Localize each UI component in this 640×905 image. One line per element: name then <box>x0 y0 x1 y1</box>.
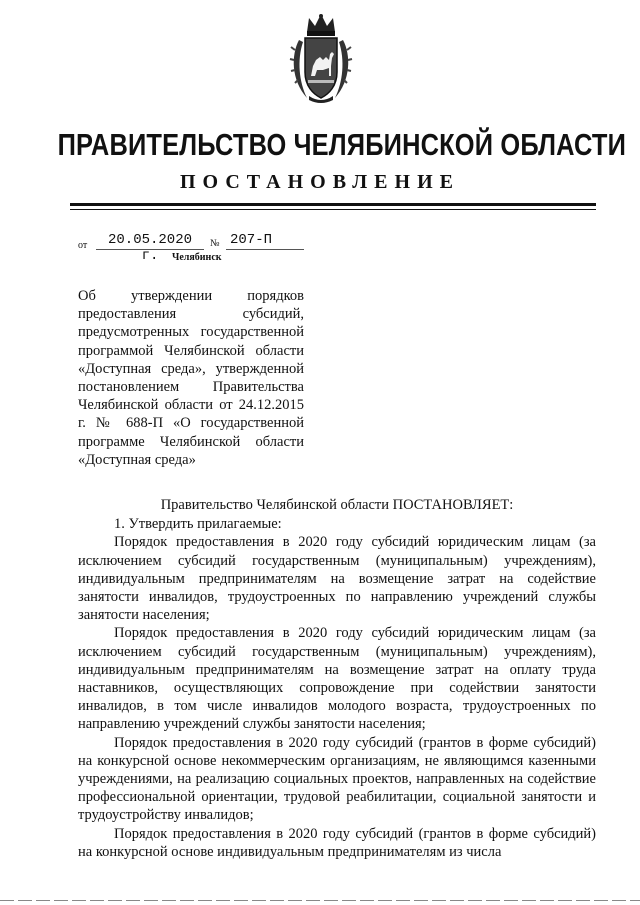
document-type-title: ПОСТАНОВЛЕНИЕ <box>180 171 460 193</box>
date-prefix: от <box>78 240 88 251</box>
paragraph: Порядок предоставления в 2020 году субсидий (грантов в форме субсидий) на конкурсной основе индивидуальным предпринимателям из числа <box>78 825 596 860</box>
document-date: 20.05.2020 г. <box>96 232 204 250</box>
preamble: Правительство Челябинской области ПОСТАНОВЛЯЕТ: <box>160 497 514 513</box>
document-subject <box>78 287 304 469</box>
document-body <box>78 496 596 861</box>
government-title: ПРАВИТЕЛЬСТВО ЧЕЛЯБИНСКОЙ ОБЛАСТИ <box>57 127 627 162</box>
paragraph: Порядок предоставления в 2020 году субсидий (грантов в форме субсидий) на конкурсной основе некоммерческим организациям, не являющимся казенными учреждениями, на реализацию социальных проектов, направленных на содействие профессиональной ориентации, трудовой реабилитации, социальной занятости и трудоустройству инвалидов; <box>78 734 596 824</box>
page-bottom-edge <box>0 900 640 901</box>
coat-of-arms-icon <box>289 10 353 106</box>
header-divider-thin <box>70 209 596 210</box>
document-city: Челябинск <box>172 252 222 263</box>
paragraph: Порядок предоставления в 2020 году субсидий юридическим лицам (за исключением субсидий государственным (муниципальным) учреждениям), индивидуальным предпринимателям на возмещение затрат на содействие занятости инвалидов, трудоустроенных по направлению учреждений службы занятости населения; <box>78 534 596 624</box>
number-sign: № <box>210 238 220 249</box>
document-number: 207-П <box>226 232 304 250</box>
paragraph: Порядок предоставления в 2020 году субсидий юридическим лицам (за исключением субсидий государственным (муниципальным) учреждениям), индивидуальным предпринимателям на возмещение затрат на оплату труда наставников, осуществляющих сопровождение при содействии занятости инвалидов, в том числе инвалидов молодого возраста, трудоустроенных по направлению учреждений службы занятости населения; <box>78 625 596 733</box>
subject-text: Об утверждении порядков предоставления субсидий, предусмотренных государственной программой Челябинской области «Доступная среда», утвержденной постановлением Правительства Челябинской области от 24.12.2015 г. № 688-П «О государственной программе Челябинской области «Доступная среда» <box>78 288 304 468</box>
item-1: 1. Утвердить прилагаемые: <box>114 516 282 533</box>
header-divider-thick <box>70 203 596 206</box>
